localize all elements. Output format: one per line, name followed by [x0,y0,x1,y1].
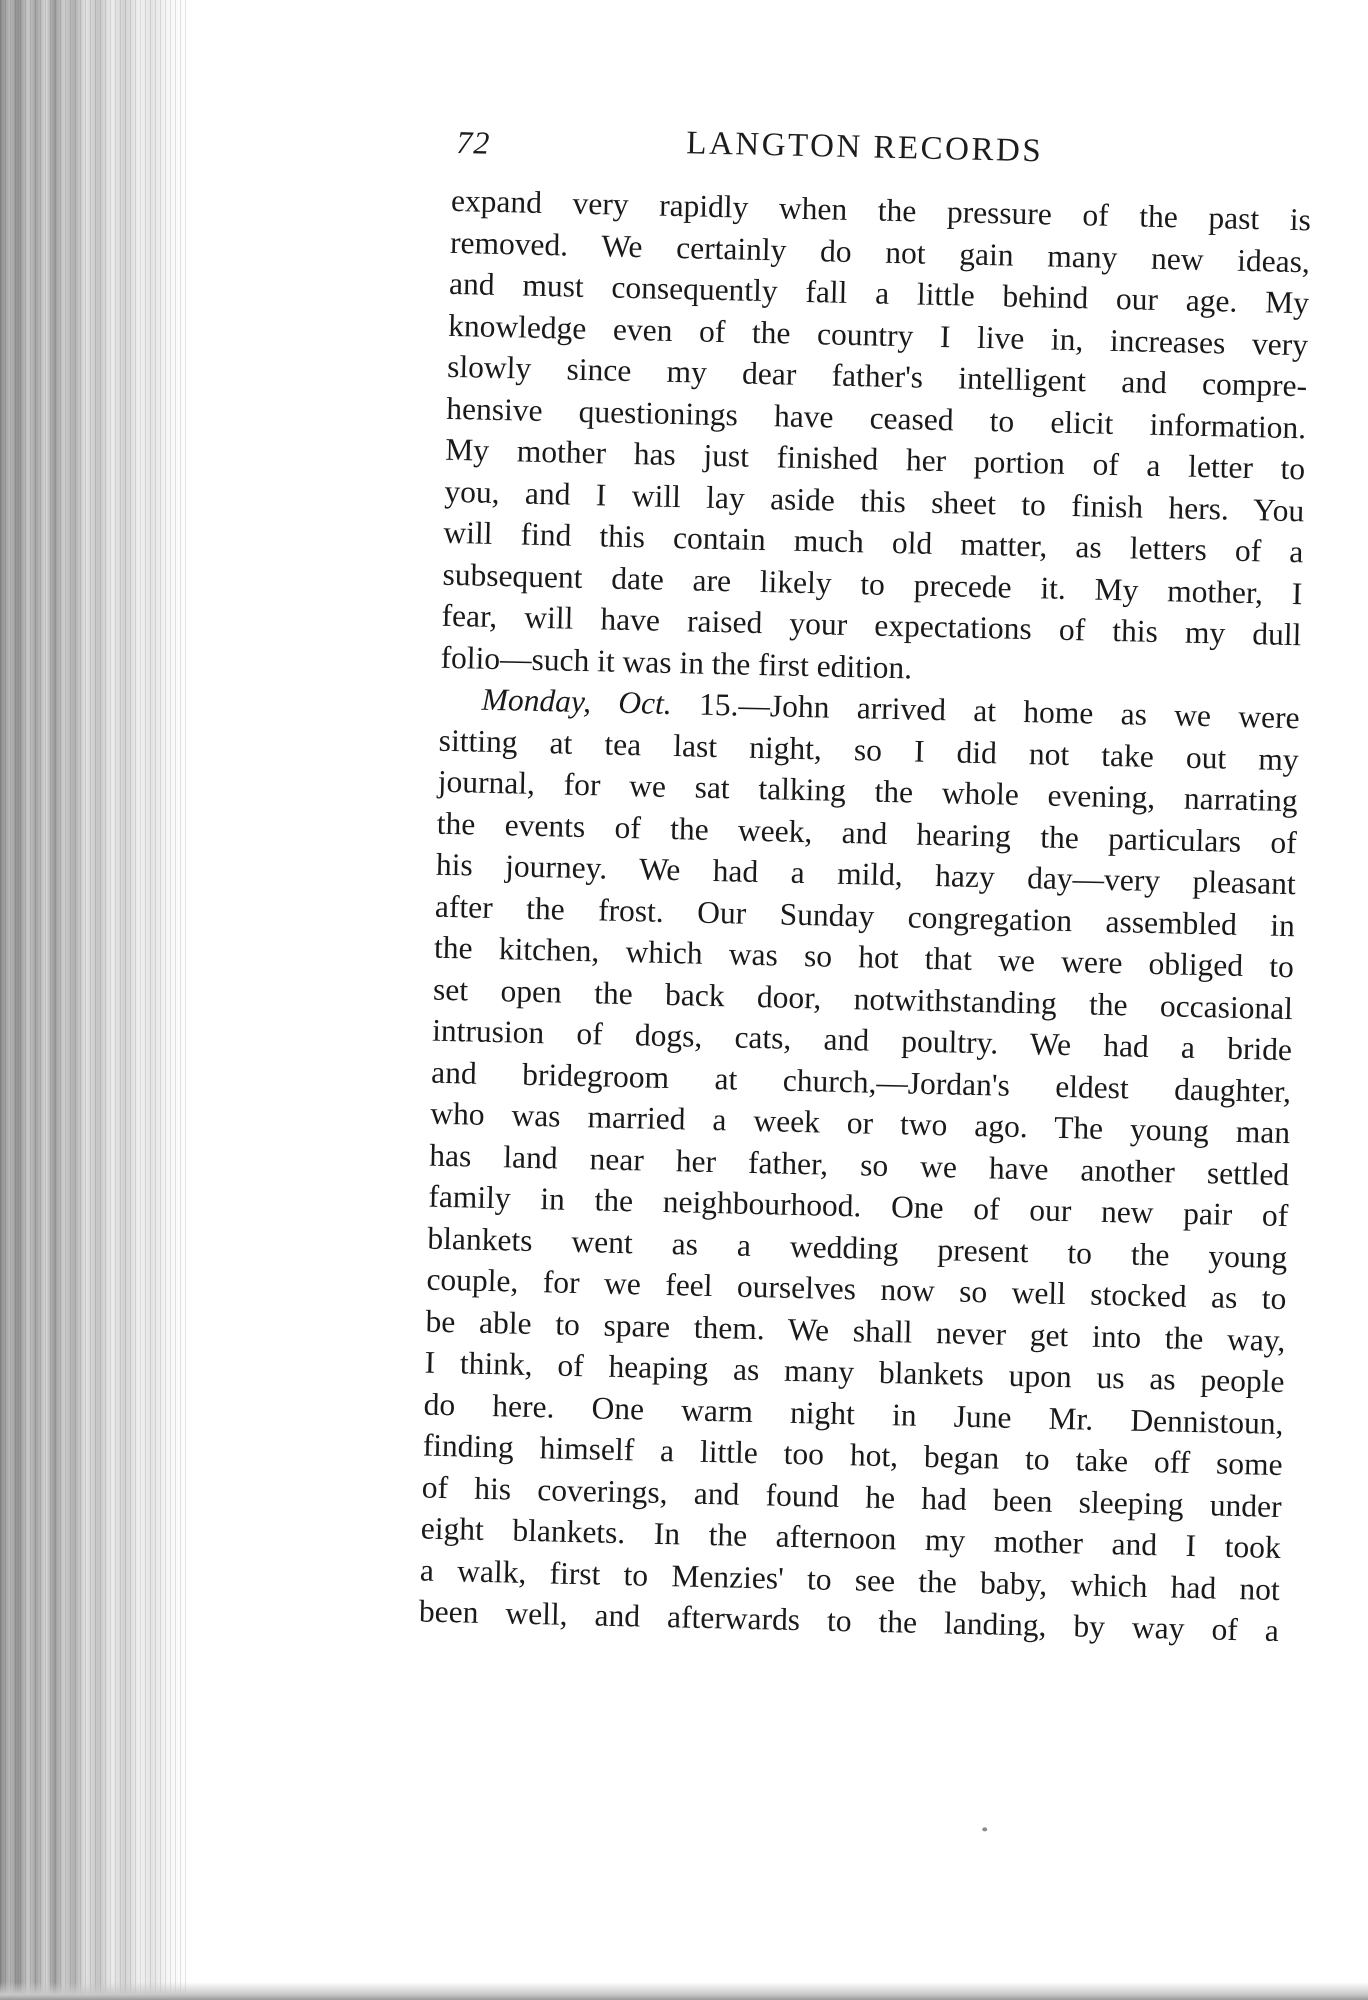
text-line: hensive questionings have ceased to elicit information. [445,390,1307,445]
text-line: blankets went as a wedding present to the young [427,1220,1288,1275]
text-line: eight blankets. In the afternoon my mother and I took [420,1510,1282,1566]
text-line: family in the neighbourhood. One of our new pair of [428,1178,1289,1234]
text-line: journal, for we sat talking the whole evening, narrating [437,763,1299,819]
text-line: and bridegroom at church,—Jordan's eldest daughter, [430,1054,1292,1109]
text-line: after the frost. Our Sunday congregation assembled in [434,888,1296,943]
page-number: 72 [455,123,491,161]
entry-date-rest: 15.—John arrived at home as we were [671,686,1300,736]
book-bottom-edge [0,1982,1368,2000]
text-line: who was married a week or two ago. The young man [429,1095,1291,1151]
text-line: removed. We certainly do not gain many new ideas, [449,224,1311,279]
text-line: his journey. We had a mild, hazy day—very pleasant [435,846,1297,902]
paper-speck [982,1827,987,1831]
text-line: fear, will have raised your expectations of this my dull [441,597,1302,653]
entry-date-italic: Monday, Oct. [481,681,673,722]
text-line: you, and I will lay aside this sheet to finish hers. You [444,473,1305,528]
text-line: knowledge even of the country I live in, increases very [447,307,1309,362]
text-line: subsequent date are likely to precede it. My mother, I [442,556,1303,611]
text-line: sitting at tea last night, so I did not take out my [438,722,1299,777]
text-line: will find this contain much old matter, as letters of a [443,514,1304,570]
running-head [456,120,1097,187]
text-line: be able to spare them. We shall never get into the way, [425,1303,1286,1358]
text-line: the events of the week, and hearing the particulars of [436,805,1298,860]
text-line: couple, for we feel ourselves now so well stocked as to [426,1261,1287,1317]
text-line: intrusion of dogs, cats, and poultry. We had a bride [431,1012,1293,1068]
text-line: My mother has just finished her portion of a letter to [445,431,1306,487]
body-text [419,180,1312,1652]
text-line: I think, of heaping as many blankets upon us as people [424,1344,1285,1400]
text-line: set open the back door, notwithstanding the occasional [432,971,1294,1026]
text-line: of his coverings, and found he had been sleeping under [421,1469,1283,1524]
text-line: do here. One warm night in June Mr. Dennistoun, [423,1386,1284,1441]
text-line: the kitchen, which was so hot that we were obliged to [433,929,1295,985]
text-line: expand very rapidly when the pressure of the past is [450,182,1312,238]
page-header-title: LANGTON RECORDS [686,125,1044,170]
text-line: folio—such it was in the first edition. [440,639,913,685]
text-line: has land near her father, so we have another settled [428,1137,1290,1192]
text-line: been well, and afterwards to the landing, by way of a [418,1593,1280,1649]
text-line: finding himself a little too hot, began to take off some [422,1427,1283,1483]
text-line: slowly since my dear father's intelligent and compre- [446,348,1308,404]
text-line: a walk, first to Menzies' to see the baby, which had not [419,1552,1281,1607]
text-line: and must consequently fall a little behind our age. My [448,265,1310,321]
